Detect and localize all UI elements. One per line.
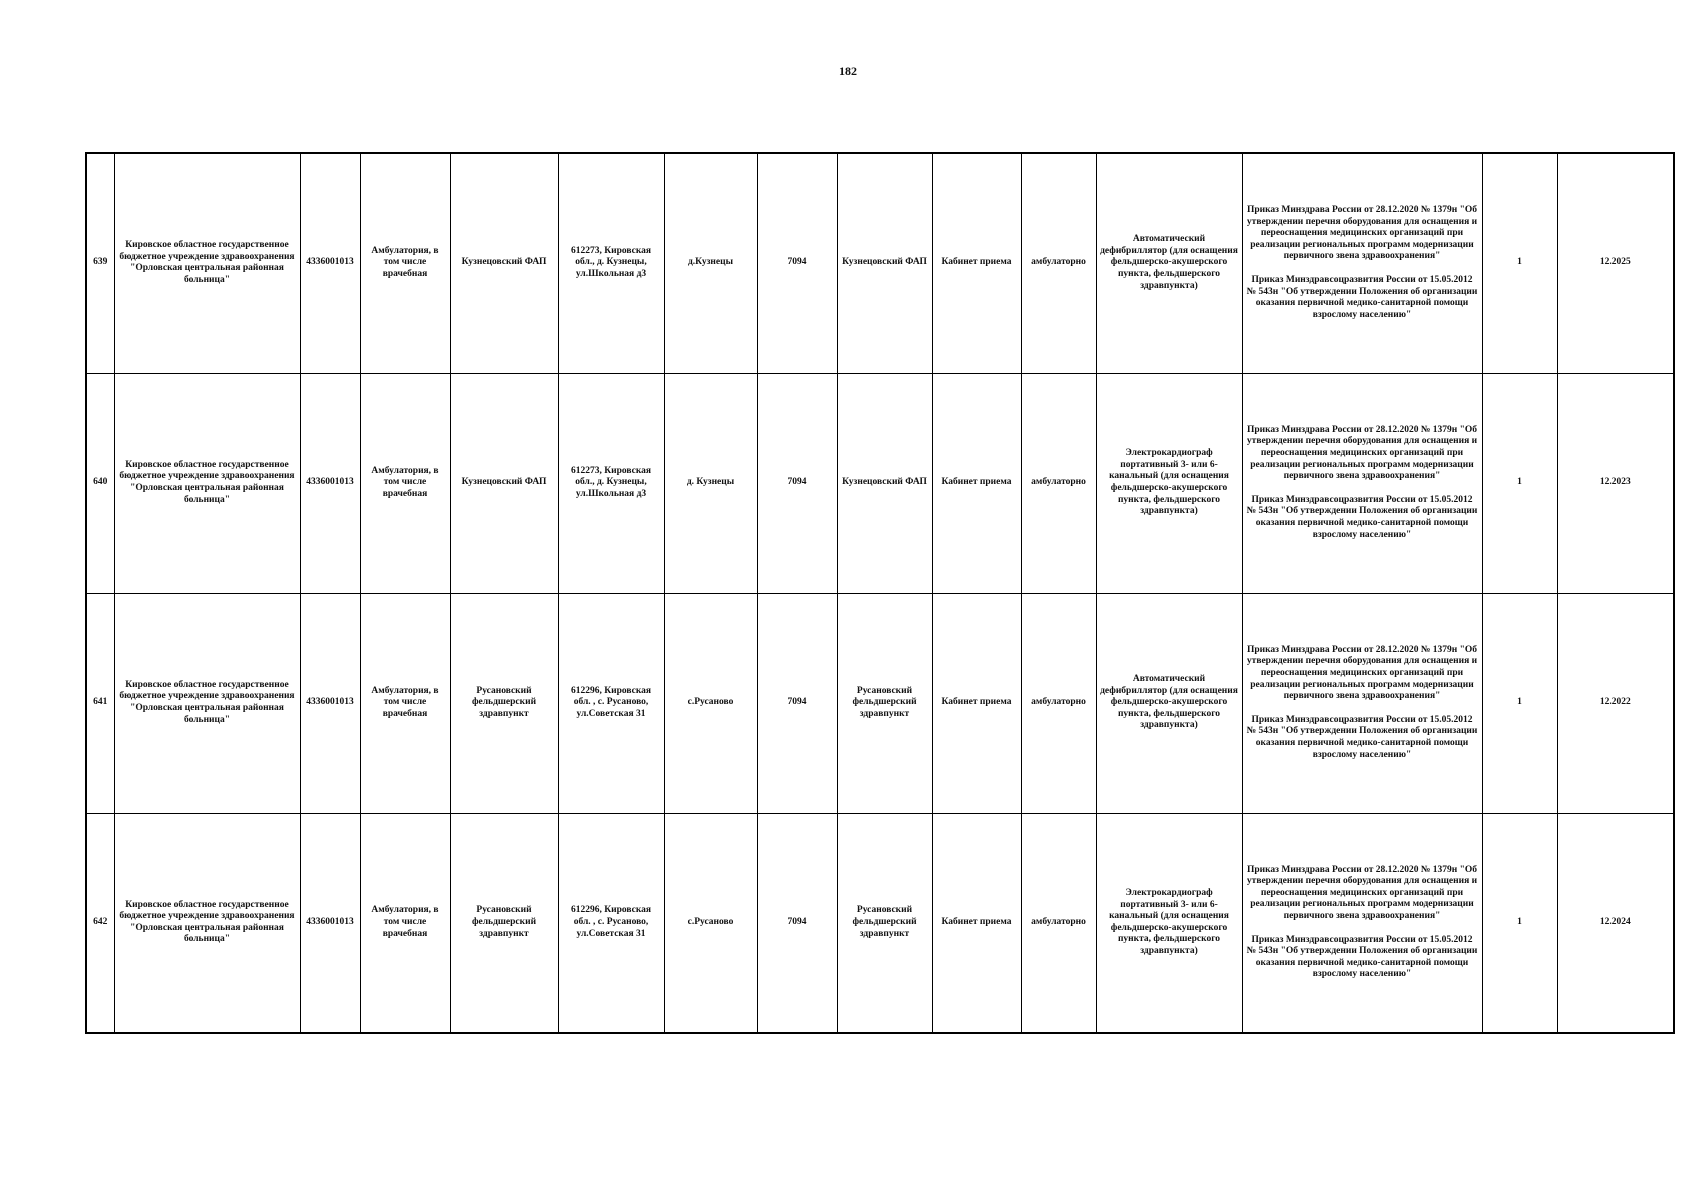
table-row	[86, 373, 1674, 593]
address: 612296, Кировская обл. , с. Русаново, ул.Советская 31	[558, 593, 664, 813]
settlement: с.Русаново	[664, 593, 757, 813]
regulation	[1242, 153, 1482, 373]
care-type: Амбулатория, в том числе врачебная	[360, 153, 450, 373]
settlement: с.Русаново	[664, 813, 757, 1033]
population: 7094	[757, 813, 837, 1033]
row-number: 642	[86, 813, 114, 1033]
facility-name: Кузнецовский ФАП	[837, 373, 932, 593]
quantity: 1	[1482, 153, 1557, 373]
row-number: 641	[86, 593, 114, 813]
room-name: Кабинет приема	[932, 813, 1021, 1033]
row-number: 640	[86, 373, 114, 593]
facility-name: Кузнецовский ФАП	[837, 153, 932, 373]
regulation-order-1379n: Приказ Минздрава России от 28.12.2020 № 1379н "Об утверждении перечня оборудования для оснащения и переоснащения медицинских организаций при реализации региональных программ модернизации первичного звена здравоохранения"	[1246, 864, 1478, 921]
table-row	[86, 593, 1674, 813]
inn: 4336001013	[300, 373, 360, 593]
equipment-name: Электрокардиограф портативный 3- или 6-канальный (для оснащения фельдшерско-акушерского пункта, фельдшерского здравпункта)	[1096, 813, 1242, 1033]
population: 7094	[757, 593, 837, 813]
care-type: Амбулатория, в том числе врачебная	[360, 373, 450, 593]
regulation	[1242, 373, 1482, 593]
delivery-date: 12.2024	[1557, 813, 1674, 1033]
room-name: Кабинет приема	[932, 373, 1021, 593]
inn: 4336001013	[300, 153, 360, 373]
care-mode: амбулаторно	[1021, 593, 1096, 813]
quantity: 1	[1482, 813, 1557, 1033]
organization-name: Кировское областное государственное бюджетное учреждение здравоохранения "Орловская центральная районная больница"	[114, 153, 300, 373]
regulation	[1242, 813, 1482, 1033]
facility-name: Русановский фельдшерский здравпункт	[837, 813, 932, 1033]
row-number: 639	[86, 153, 114, 373]
table-row	[86, 813, 1674, 1033]
equipment-table	[85, 152, 1675, 1034]
address: 612273, Кировская обл., д. Кузнецы, ул.Школьная д3	[558, 153, 664, 373]
unit-name: Кузнецовский ФАП	[450, 153, 558, 373]
facility-name: Русановский фельдшерский здравпункт	[837, 593, 932, 813]
regulation-order-543n: Приказ Минздравсоцразвития России от 15.05.2012 № 543н "Об утверждении Положения об организации оказания первичной медико-санитарной помощи взрослому населению"	[1246, 494, 1478, 540]
population: 7094	[757, 153, 837, 373]
quantity: 1	[1482, 373, 1557, 593]
inn: 4336001013	[300, 813, 360, 1033]
unit-name: Русановский фельдшерский здравпункт	[450, 813, 558, 1033]
regulation-order-1379n: Приказ Минздрава России от 28.12.2020 № 1379н "Об утверждении перечня оборудования для оснащения и переоснащения медицинских организаций при реализации региональных программ модернизации первичного звена здравоохранения"	[1246, 644, 1478, 702]
regulation-order-543n: Приказ Минздравсоцразвития России от 15.05.2012 № 543н "Об утверждении Положения об организации оказания первичной медико-санитарной помощи взрослому населению"	[1246, 934, 1478, 980]
regulation-order-1379n: Приказ Минздрава России от 28.12.2020 № 1379н "Об утверждении перечня оборудования для оснащения и переоснащения медицинских организаций при реализации региональных программ модернизации первичного звена здравоохранения"	[1246, 205, 1478, 262]
regulation-order-1379n: Приказ Минздрава России от 28.12.2020 № 1379н "Об утверждении перечня оборудования для оснащения и переоснащения медицинских организаций при реализации региональных программ модернизации первичного звена здравоохранения"	[1246, 424, 1478, 482]
delivery-date: 12.2025	[1557, 153, 1674, 373]
address: 612273, Кировская обл., д. Кузнецы, ул.Школьная д3	[558, 373, 664, 593]
delivery-date: 12.2023	[1557, 373, 1674, 593]
regulation-order-543n: Приказ Минздравсоцразвития России от 15.05.2012 № 543н "Об утверждении Положения об организации оказания первичной медико-санитарной помощи взрослому населению"	[1246, 275, 1478, 320]
unit-name: Кузнецовский ФАП	[450, 373, 558, 593]
equipment-name: Автоматический дефибриллятор (для оснащения фельдшерско-акушерского пункта, фельдшерского здравпункта)	[1096, 593, 1242, 813]
settlement: д. Кузнецы	[664, 373, 757, 593]
population: 7094	[757, 373, 837, 593]
quantity: 1	[1482, 593, 1557, 813]
settlement: д.Кузнецы	[664, 153, 757, 373]
equipment-name: Электрокардиограф портативный 3- или 6-канальный (для оснащения фельдшерско-акушерского пункта, фельдшерского здравпункта)	[1096, 373, 1242, 593]
organization-name: Кировское областное государственное бюджетное учреждение здравоохранения "Орловская центральная районная больница"	[114, 593, 300, 813]
organization-name: Кировское областное государственное бюджетное учреждение здравоохранения "Орловская центральная районная больница"	[114, 813, 300, 1033]
table-row	[86, 153, 1674, 373]
unit-name: Русановский фельдшерский здравпункт	[450, 593, 558, 813]
equipment-name: Автоматический дефибриллятор (для оснащения фельдшерско-акушерского пункта, фельдшерского здравпункта)	[1096, 153, 1242, 373]
inn: 4336001013	[300, 593, 360, 813]
care-mode: амбулаторно	[1021, 373, 1096, 593]
room-name: Кабинет приема	[932, 153, 1021, 373]
regulation	[1242, 593, 1482, 813]
page-number: 182	[839, 64, 857, 78]
address: 612296, Кировская обл. , с. Русаново, ул.Советская 31	[558, 813, 664, 1033]
care-type: Амбулатория, в том числе врачебная	[360, 813, 450, 1033]
delivery-date: 12.2022	[1557, 593, 1674, 813]
room-name: Кабинет приема	[932, 593, 1021, 813]
organization-name: Кировское областное государственное бюджетное учреждение здравоохранения "Орловская центральная районная больница"	[114, 373, 300, 593]
regulation-order-543n: Приказ Минздравсоцразвития России от 15.05.2012 № 543н "Об утверждении Положения об организации оказания первичной медико-санитарной помощи взрослому населению"	[1246, 714, 1478, 760]
care-mode: амбулаторно	[1021, 153, 1096, 373]
care-type: Амбулатория, в том числе врачебная	[360, 593, 450, 813]
care-mode: амбулаторно	[1021, 813, 1096, 1033]
